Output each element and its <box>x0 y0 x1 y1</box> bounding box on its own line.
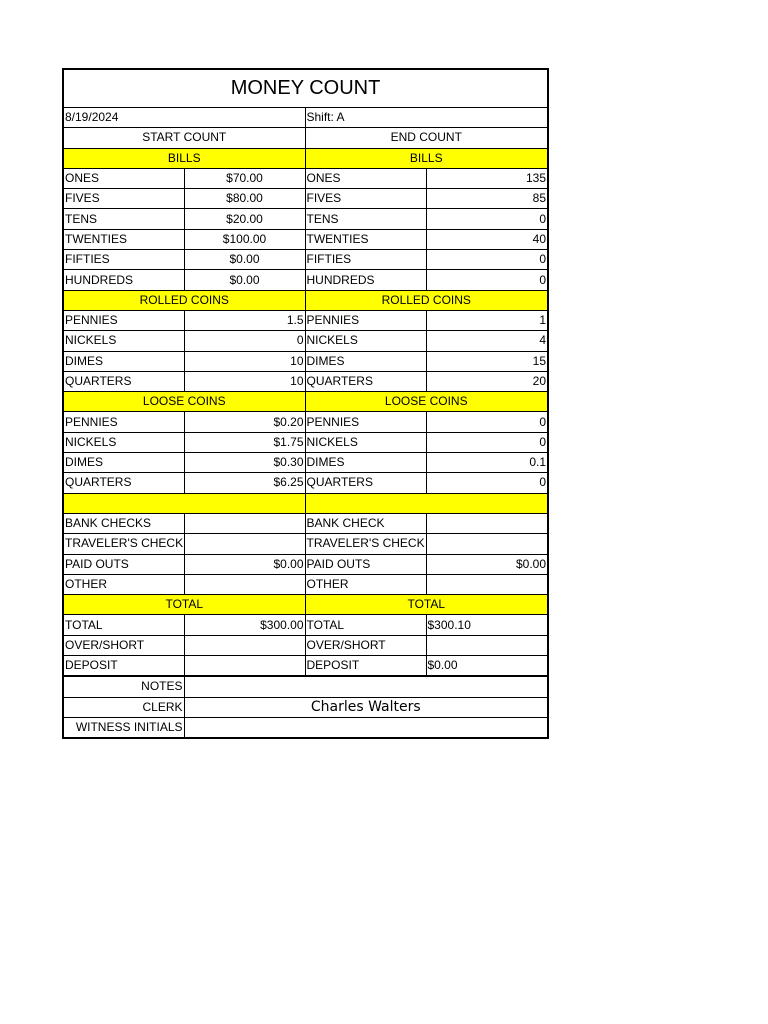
start-bills-label: FIVES <box>63 189 184 209</box>
end-loose-label: QUARTERS <box>305 473 426 493</box>
end-other-value[interactable] <box>426 534 548 554</box>
title-row <box>63 69 548 108</box>
end-bills-value[interactable]: 135 <box>426 168 548 188</box>
start-loose-value[interactable]: $0.30 <box>184 453 305 473</box>
end-other-label: TRAVELER'S CHECK <box>305 534 426 554</box>
start-bills-value[interactable]: $100.00 <box>184 229 305 249</box>
start-totals-label: TOTAL <box>63 615 184 635</box>
start-totals-value[interactable] <box>184 635 305 655</box>
end-bills-label: HUNDREDS <box>305 270 426 290</box>
end-other-label: OTHER <box>305 574 426 594</box>
end-other-value[interactable]: $0.00 <box>426 554 548 574</box>
start-totals-label: DEPOSIT <box>63 656 184 677</box>
bills-row <box>63 209 548 229</box>
start-bills-header: BILLS <box>63 148 305 168</box>
money-count-sheet <box>62 68 547 739</box>
end-totals-value[interactable] <box>426 635 548 655</box>
notes-label: NOTES <box>63 676 184 697</box>
clerk-label: CLERK <box>63 697 184 717</box>
start-other-value[interactable] <box>184 513 305 533</box>
start-loose-label: NICKELS <box>63 432 184 452</box>
end-bills-value[interactable]: 0 <box>426 250 548 270</box>
end-other-value[interactable] <box>426 574 548 594</box>
page-title: MONEY COUNT <box>63 69 548 108</box>
start-bills-label: ONES <box>63 168 184 188</box>
end-count-header: END COUNT <box>305 128 548 148</box>
start-loose-value[interactable]: $1.75 <box>184 432 305 452</box>
start-total-header: TOTAL <box>63 595 305 615</box>
start-totals-value[interactable]: $300.00 <box>184 615 305 635</box>
clerk-field[interactable]: Charles Walters <box>184 697 548 717</box>
start-other-label: OTHER <box>63 574 184 594</box>
end-bills-label: TWENTIES <box>305 229 426 249</box>
shift-field[interactable]: Shift: A <box>305 108 548 128</box>
end-rolled-label: PENNIES <box>305 310 426 330</box>
start-other-label: BANK CHECKS <box>63 513 184 533</box>
start-loose-label: PENNIES <box>63 412 184 432</box>
start-rolled-value[interactable]: 10 <box>184 351 305 371</box>
end-loose-coins-header: LOOSE COINS <box>305 392 548 412</box>
start-other-value[interactable] <box>184 534 305 554</box>
totals-row <box>63 635 548 655</box>
start-totals-label: OVER/SHORT <box>63 635 184 655</box>
total-section-row <box>63 595 548 615</box>
loose-coins-row <box>63 412 548 432</box>
start-bills-value[interactable]: $0.00 <box>184 270 305 290</box>
bills-row <box>63 189 548 209</box>
end-rolled-coins-header: ROLLED COINS <box>305 290 548 310</box>
end-bills-label: FIFTIES <box>305 250 426 270</box>
end-rolled-value[interactable]: 20 <box>426 371 548 391</box>
start-bills-label: TWENTIES <box>63 229 184 249</box>
date-shift-row <box>63 108 548 128</box>
start-loose-coins-header: LOOSE COINS <box>63 392 305 412</box>
start-loose-value[interactable]: $6.25 <box>184 473 305 493</box>
end-total-header: TOTAL <box>305 595 548 615</box>
other-row <box>63 574 548 594</box>
end-totals-label: DEPOSIT <box>305 656 426 677</box>
start-rolled-label: DIMES <box>63 351 184 371</box>
end-loose-value[interactable]: 0 <box>426 412 548 432</box>
blank-section-row <box>63 493 548 513</box>
rolled-coins-row <box>63 331 548 351</box>
notes-row <box>63 676 548 697</box>
end-bills-label: ONES <box>305 168 426 188</box>
start-other-value[interactable]: $0.00 <box>184 554 305 574</box>
start-bills-label: FIFTIES <box>63 250 184 270</box>
end-bills-value[interactable]: 40 <box>426 229 548 249</box>
witness-initials-label: WITNESS INITIALS <box>63 717 184 738</box>
rolled-coins-row <box>63 371 548 391</box>
end-loose-value[interactable]: 0 <box>426 473 548 493</box>
loose-coins-row <box>63 453 548 473</box>
end-totals-label: TOTAL <box>305 615 426 635</box>
bills-row <box>63 229 548 249</box>
other-row <box>63 534 548 554</box>
loose-coins-section-row <box>63 392 548 412</box>
start-totals-value[interactable] <box>184 656 305 677</box>
bills-row <box>63 168 548 188</box>
witness-initials-field[interactable] <box>184 717 548 738</box>
loose-coins-row <box>63 432 548 452</box>
witness-initials-row <box>63 717 548 738</box>
end-rolled-label: DIMES <box>305 351 426 371</box>
rolled-coins-row <box>63 351 548 371</box>
start-blank-header <box>63 493 305 513</box>
start-bills-value[interactable]: $80.00 <box>184 189 305 209</box>
end-loose-value[interactable]: 0 <box>426 432 548 452</box>
start-other-label: PAID OUTS <box>63 554 184 574</box>
end-loose-label: PENNIES <box>305 412 426 432</box>
end-rolled-value[interactable]: 4 <box>426 331 548 351</box>
other-row <box>63 554 548 574</box>
end-bills-value[interactable]: 85 <box>426 189 548 209</box>
end-totals-value[interactable]: $300.10 <box>426 615 548 635</box>
start-other-value[interactable] <box>184 574 305 594</box>
start-rolled-label: PENNIES <box>63 310 184 330</box>
end-bills-value[interactable]: 0 <box>426 270 548 290</box>
notes-field[interactable] <box>184 676 548 697</box>
end-other-label: BANK CHECK <box>305 513 426 533</box>
start-other-label: TRAVELER'S CHECK <box>63 534 184 554</box>
money-count-table <box>62 68 549 739</box>
end-rolled-value[interactable]: 1 <box>426 310 548 330</box>
start-rolled-value[interactable]: 1.5 <box>184 310 305 330</box>
end-rolled-label: QUARTERS <box>305 371 426 391</box>
count-headers-row <box>63 128 548 148</box>
end-rolled-label: NICKELS <box>305 331 426 351</box>
other-row <box>63 513 548 533</box>
totals-row <box>63 656 548 677</box>
start-rolled-value[interactable]: 0 <box>184 331 305 351</box>
end-other-value[interactable] <box>426 513 548 533</box>
start-rolled-label: QUARTERS <box>63 371 184 391</box>
start-bills-value[interactable]: $70.00 <box>184 168 305 188</box>
start-loose-label: DIMES <box>63 453 184 473</box>
start-bills-label: HUNDREDS <box>63 270 184 290</box>
totals-row <box>63 615 548 635</box>
end-blank-header <box>305 493 548 513</box>
start-rolled-coins-header: ROLLED COINS <box>63 290 305 310</box>
start-rolled-label: NICKELS <box>63 331 184 351</box>
start-bills-value[interactable]: $20.00 <box>184 209 305 229</box>
bills-row <box>63 270 548 290</box>
start-bills-label: TENS <box>63 209 184 229</box>
loose-coins-row <box>63 473 548 493</box>
start-bills-value[interactable]: $0.00 <box>184 250 305 270</box>
end-loose-label: NICKELS <box>305 432 426 452</box>
rolled-coins-row <box>63 310 548 330</box>
start-count-header: START COUNT <box>63 128 305 148</box>
end-totals-label: OVER/SHORT <box>305 635 426 655</box>
end-bills-label: FIVES <box>305 189 426 209</box>
start-loose-value[interactable]: $0.20 <box>184 412 305 432</box>
end-loose-label: DIMES <box>305 453 426 473</box>
end-loose-value[interactable]: 0.1 <box>426 453 548 473</box>
rolled-coins-section-row <box>63 290 548 310</box>
bills-row <box>63 250 548 270</box>
end-bills-header: BILLS <box>305 148 548 168</box>
date-field[interactable]: 8/19/2024 <box>63 108 305 128</box>
start-loose-label: QUARTERS <box>63 473 184 493</box>
end-bills-value[interactable]: 0 <box>426 209 548 229</box>
end-totals-value[interactable]: $0.00 <box>426 656 548 677</box>
bills-section-row <box>63 148 548 168</box>
end-bills-label: TENS <box>305 209 426 229</box>
start-rolled-value[interactable]: 10 <box>184 371 305 391</box>
end-rolled-value[interactable]: 15 <box>426 351 548 371</box>
end-other-label: PAID OUTS <box>305 554 426 574</box>
clerk-row <box>63 697 548 717</box>
